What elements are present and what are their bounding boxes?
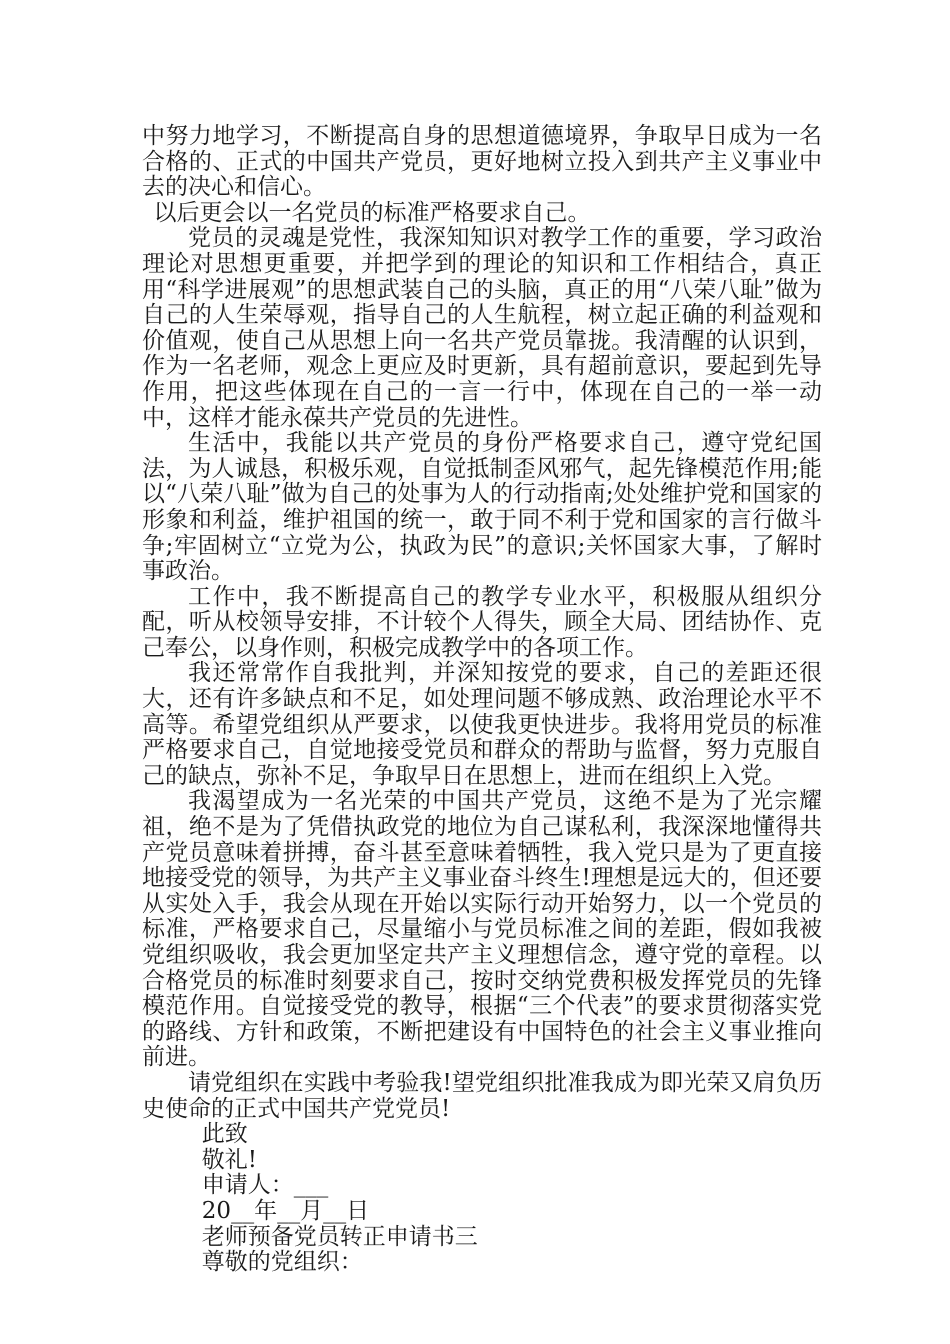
- paragraph-aspiration: 我渴望成为一名光荣的中国共产党员，这绝不是为了光宗耀祖，绝不是为了凭借执政党的地位为自己谋私利，我深深地懂得共产党员意味着拼搏，奋斗甚至意味着牺牲，我入党只是为了更直接地接受党的领导，为共产主义事业奋斗终生!理想是远大的，但还要从实处入手，我会从现在开始以实际行动开始努力，以一个党员的标准，严格要求自己，尽量缩小与党员标准之间的差距，假如我被党组织吸收，我会更加坚定共产主义理想信念，遵守党的章程。以合格党员的标准时刻要求自己，按时交纳党费积极发挥党员的先锋模范作用。自觉接受党的教导，根据“三个代表”的要求贯彻落实党的路线、方针和政策，不断把建设有中国特色的社会主义事业推向前进。: [142, 788, 822, 1071]
- closing-salutation: 此致: [201, 1121, 248, 1148]
- paragraph-work: 工作中，我不断提高自己的教学专业水平，积极服从组织分配，听从校领导安排，不计较个人得失，顾全大局、团结协作、克己奉公，以身作则，积极完成教学中的各项工作。: [142, 583, 822, 661]
- applicant-line: 申请人：___: [201, 1172, 329, 1199]
- paragraph-life: 生活中，我能以共产党员的身份严格要求自己，遵守党纪国法，为人诚恳，积极乐观，自觉抵制歪风邪气，起先锋模范作用;能以“八荣八耻”做为自己的处事为人的行动指南;处处维护党和国家的形象和利益，维护祖国的统一，敢于同不利于党和国家的言行做斗争;牢固树立“立党为公，执政为民”的意识;关怀国家大事，了解时事政治。: [142, 430, 822, 585]
- paragraph-standard-commitment: 以后更会以一名党员的标准严格要求自己。: [153, 199, 591, 226]
- paragraph-request: 请党组织在实践中考验我!望党组织批准我成为即光荣又肩负历史使命的正式中国共产党党员!: [142, 1069, 822, 1122]
- greeting-line: 尊敬的党组织：: [201, 1249, 363, 1276]
- date-line: 20__年__月__日: [201, 1197, 370, 1224]
- closing-regards: 敬礼!: [201, 1146, 258, 1173]
- document-page: [142, 124, 822, 1276]
- paragraph-party-spirit: 党员的灵魂是党性，我深知知识对教学工作的重要，学习政治理论对思想更重要，并把学到的理论的知识和工作相结合，真正用“科学进展观”的思想武装自己的头脑，真正的用“八荣八耻”做为自己的人生荣辱观，指导自己的人生航程，树立起正确的利益观和价值观，使自己从思想上向一名共产党员靠拢。我清醒的认识到，作为一名老师，观念上更应及时更新，具有超前意识，要起到先导作用，把这些体现在自己的一言一行中，体现在自己的一举一动中，这样才能永葆共产党员的先进性。: [142, 225, 822, 431]
- next-document-title: 老师预备党员转正申请书三: [201, 1223, 478, 1250]
- paragraph-continuation: 中努力地学习，不断提高自身的思想道德境界，争取早日成为一名合格的、正式的中国共产党员，更好地树立投入到共产主义事业中去的决心和信心。: [142, 123, 822, 201]
- paragraph-self-criticism: 我还常常作自我批判，并深知按党的要求，自己的差距还很大，还有许多缺点和不足，如处理问题不够成熟、政治理论水平不高等。希望党组织从严要求，以使我更快进步。我将用党员的标准严格要求自己，自觉地接受党员和群众的帮助与监督，努力克服自己的缺点，弥补不足，争取早日在思想上，进而在组织上入党。: [142, 660, 822, 789]
